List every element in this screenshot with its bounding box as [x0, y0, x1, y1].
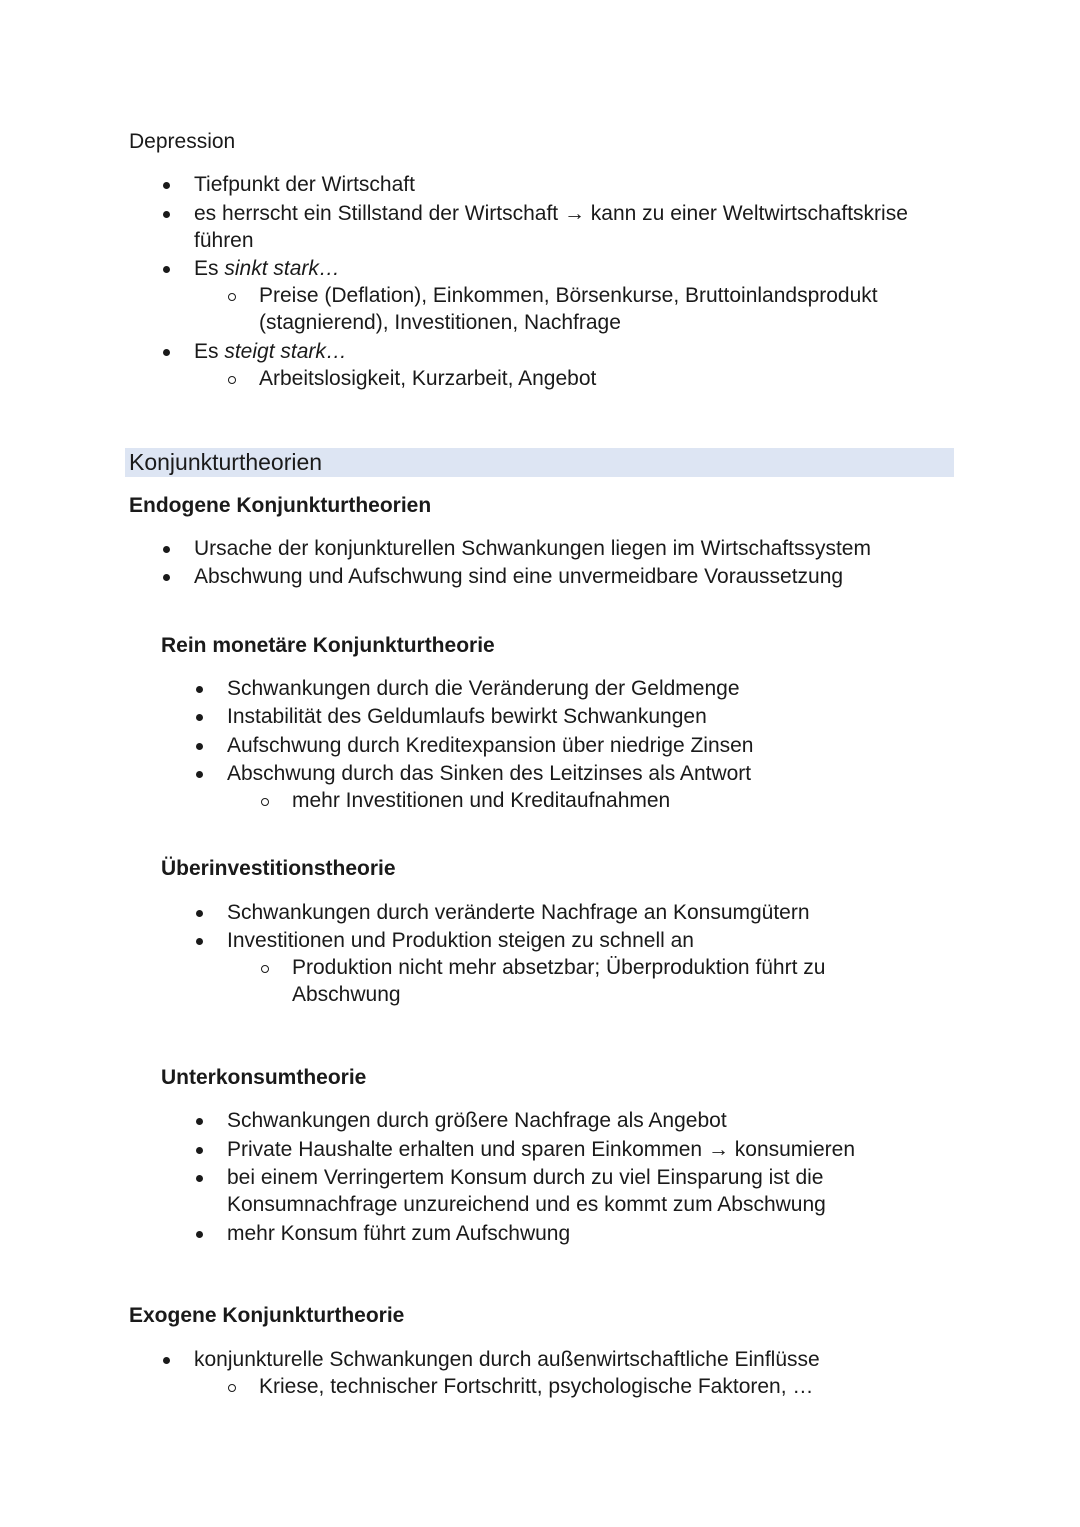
sub-bullet-circle — [228, 376, 236, 384]
sub-list-item-continued: (stagnierend), Investitionen, Nachfrage — [259, 311, 621, 334]
subheading: Endogene Konjunkturtheorien — [129, 494, 432, 517]
bullet-dot — [196, 910, 203, 917]
list-item: Aufschwung durch Kreditexpansion über niedrige Zinsen — [227, 734, 754, 757]
section-title: Konjunkturtheorien — [129, 449, 323, 475]
bullet-dot — [163, 546, 170, 553]
list-item: Schwankungen durch die Veränderung der Geldmenge — [227, 677, 740, 700]
sub-bullet-circle — [261, 965, 269, 973]
bullet-dot — [196, 1175, 203, 1182]
sub-list-item: Preise (Deflation), Einkommen, Börsenkurse, Bruttoinlandsprodukt — [259, 284, 878, 307]
list-item: Tiefpunkt der Wirtschaft — [194, 173, 415, 196]
sub-list-item: Produktion nicht mehr absetzbar; Überproduktion führt zu — [292, 956, 826, 979]
list-item-italic: sinkt stark… — [224, 257, 340, 280]
list-item: es herrscht ein Stillstand der Wirtschaft → kann zu einer Weltwirtschaftskrise — [194, 202, 908, 225]
bullet-dot — [196, 686, 203, 693]
list-item: Schwankungen durch größere Nachfrage als Angebot — [227, 1109, 727, 1132]
list-item: bei einem Verringertem Konsum durch zu viel Einsparung ist die — [227, 1166, 824, 1189]
subheading: Unterkonsumtheorie — [161, 1066, 367, 1089]
list-item: Private Haushalte erhalten und sparen Einkommen → konsumieren — [227, 1138, 856, 1161]
sub-bullet-circle — [228, 1384, 236, 1392]
bullet-dot — [196, 771, 203, 778]
subheading: Rein monetäre Konjunkturtheorie — [161, 634, 495, 657]
list-item-italic: steigt stark… — [224, 340, 347, 363]
sub-list-item: mehr Investitionen und Kreditaufnahmen — [292, 789, 671, 812]
list-item: Ursache der konjunkturellen Schwankungen liegen im Wirtschaftssystem — [194, 537, 871, 560]
bullet-dot — [163, 182, 170, 189]
list-item: Instabilität des Geldumlaufs bewirkt Schwankungen — [227, 705, 707, 728]
bullet-dot — [163, 266, 170, 273]
subheading: Exogene Konjunkturtheorie — [129, 1304, 405, 1327]
list-item-continued: Konsumnachfrage unzureichend und es kommt zum Abschwung — [227, 1193, 826, 1216]
bullet-dot — [196, 714, 203, 721]
list-item-prefix: Es — [194, 340, 225, 363]
bullet-dot — [163, 211, 170, 218]
list-item: Investitionen und Produktion steigen zu schnell an — [227, 929, 694, 952]
sub-bullet-circle — [228, 293, 236, 301]
bullet-dot — [196, 743, 203, 750]
list-item-prefix: Es — [194, 257, 225, 280]
sub-list-item: Kriese, technischer Fortschritt, psychologische Faktoren, … — [259, 1375, 814, 1398]
bullet-dot — [163, 349, 170, 356]
bullet-dot — [196, 1118, 203, 1125]
list-item — [194, 338, 347, 366]
list-item: Abschwung und Aufschwung sind eine unvermeidbare Voraussetzung — [194, 565, 844, 588]
sub-list-item-continued: Abschwung — [292, 983, 401, 1006]
bullet-dot — [163, 574, 170, 581]
list-item: Abschwung durch das Sinken des Leitzinses als Antwort — [227, 762, 752, 785]
bullet-dot — [163, 1357, 170, 1364]
subheading: Überinvestitionstheorie — [161, 857, 396, 880]
list-item: mehr Konsum führt zum Aufschwung — [227, 1222, 571, 1245]
list-item: konjunkturelle Schwankungen durch außenwirtschaftliche Einflüsse — [194, 1348, 820, 1371]
depression-title: Depression — [129, 130, 236, 153]
bullet-dot — [196, 938, 203, 945]
sub-bullet-circle — [261, 798, 269, 806]
section-heading — [125, 448, 954, 477]
sub-list-item: Arbeitslosigkeit, Kurzarbeit, Angebot — [259, 367, 597, 390]
list-item — [194, 255, 340, 283]
list-item-continued: führen — [194, 229, 254, 252]
list-item: Schwankungen durch veränderte Nachfrage an Konsumgütern — [227, 901, 810, 924]
bullet-dot — [196, 1147, 203, 1154]
bullet-dot — [196, 1231, 203, 1238]
